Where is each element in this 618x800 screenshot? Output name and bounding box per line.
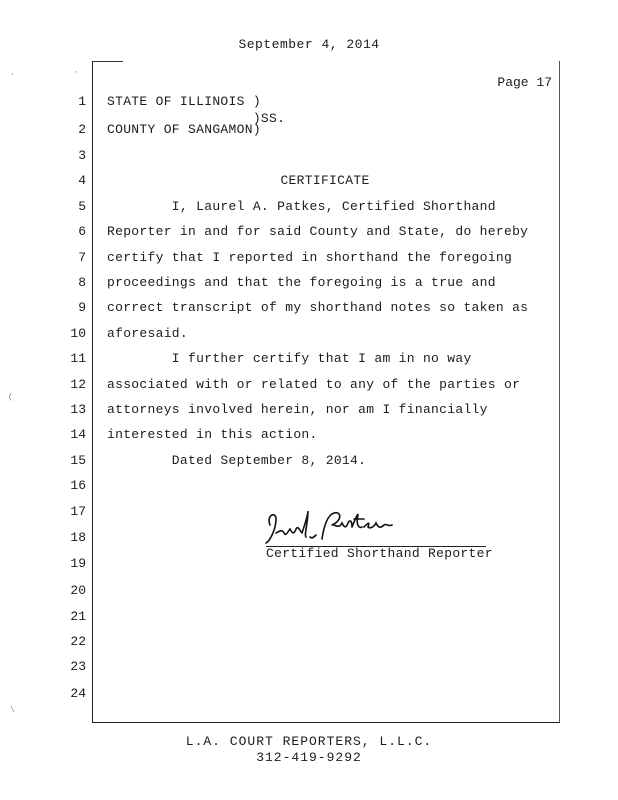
- scan-speck: \: [10, 706, 15, 715]
- certificate-heading: CERTIFICATE: [280, 173, 370, 188]
- line-number: 18: [70, 530, 86, 545]
- line-text: correct transcript of my shorthand notes so taken as: [107, 300, 529, 315]
- page-frame: [92, 61, 560, 723]
- header-date: September 4, 2014: [238, 37, 380, 52]
- line-number: 23: [70, 659, 86, 674]
- line-number: 2: [78, 122, 86, 137]
- line-text: associated with or related to any of the parties or: [107, 377, 521, 392]
- line-number: 7: [78, 250, 86, 265]
- line-text: proceedings and that the foregoing is a true and: [107, 275, 496, 290]
- signature-caption: Certified Shorthand Reporter: [266, 546, 493, 561]
- line-number: 20: [70, 583, 86, 598]
- line-text: Dated September 8, 2014.: [107, 453, 367, 468]
- line-number: 12: [70, 377, 86, 392]
- line-number: 13: [70, 402, 86, 417]
- line-text: I further certify that I am in no way: [107, 351, 472, 366]
- scan-speck: (: [8, 393, 13, 402]
- line-number: 4: [78, 173, 86, 188]
- line-text: STATE OF ILLINOIS ): [107, 94, 261, 109]
- scan-speck: ·: [10, 70, 15, 79]
- signature-image: [262, 503, 412, 549]
- line-text: certify that I reported in shorthand the foregoing: [107, 250, 513, 265]
- line-number: 14: [70, 427, 86, 442]
- page-number: Page 17: [497, 75, 552, 90]
- line-number: 6: [78, 224, 86, 239]
- line-number: 24: [70, 686, 86, 701]
- scan-speck: ·: [74, 68, 79, 77]
- line-text: attorneys involved herein, nor am I financially: [107, 402, 488, 417]
- line-text: I, Laurel A. Patkes, Certified Shorthand: [107, 199, 496, 214]
- line-text: aforesaid.: [107, 326, 189, 341]
- line-number: 9: [78, 300, 86, 315]
- footer-company: L.A. COURT REPORTERS, L.L.C.: [185, 734, 433, 749]
- line-number: 5: [78, 199, 86, 214]
- line-number: 10: [70, 326, 86, 341]
- line-number: 8: [78, 275, 86, 290]
- line-text: interested in this action.: [107, 427, 318, 442]
- line-number: 1: [78, 94, 86, 109]
- line-text: )SS.: [107, 111, 286, 126]
- line-number: 3: [78, 148, 86, 163]
- line-number: 19: [70, 556, 86, 571]
- line-number: 11: [70, 351, 86, 366]
- line-text: Reporter in and for said County and State, do hereby: [107, 224, 529, 239]
- line-text: COUNTY OF SANGAMON): [107, 122, 261, 137]
- line-number: 17: [70, 504, 86, 519]
- line-number: 21: [70, 609, 86, 624]
- line-number: 22: [70, 634, 86, 649]
- footer-phone: 312-419-9292: [256, 750, 362, 765]
- line-number: 16: [70, 478, 86, 493]
- line-number: 15: [70, 453, 86, 468]
